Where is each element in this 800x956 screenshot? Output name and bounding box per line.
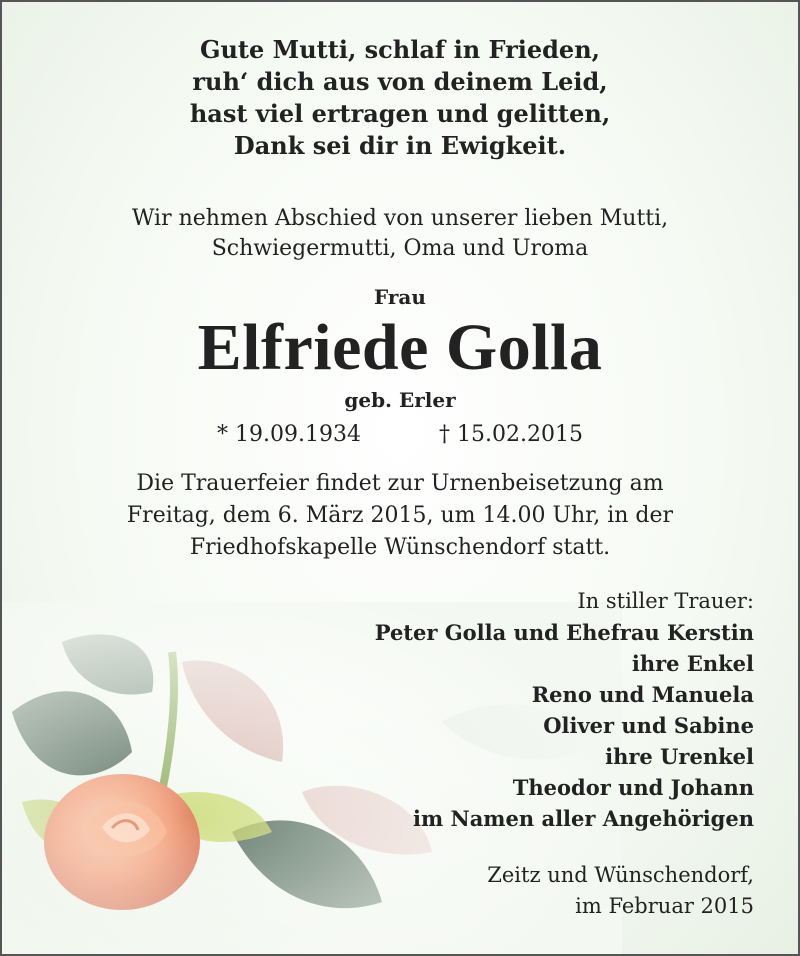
closing-line: Zeitz und Wünschendorf, [487,863,754,887]
verse-line: Gute Mutti, schlaf in Frieden, [199,35,601,64]
mourner-line: Peter Golla und Ehefrau Kerstin [374,620,754,645]
memorial-verse [2,34,798,162]
service-line: Die Trauerfeier findet zur Urnenbeisetzung am [136,471,664,496]
maiden-name: geb. Erler [344,388,456,412]
verse-line: Dank sei dir in Ewigkeit. [233,131,567,160]
mourner-line: ihre Enkel [631,651,754,676]
mourner-line: Oliver und Sabine [543,713,754,738]
death-date: † 15.02.2015 [439,422,583,447]
mourners-heading: In stiller Trauer: [577,589,754,613]
mourner-line: Theodor und Johann [512,775,754,800]
mourners-list [375,586,754,834]
birth-date: * 19.09.1934 [217,422,361,447]
service-line: Friedhofskapelle Wünschendorf statt. [189,535,611,560]
verse-line: ruh‘ dich aus von deinem Leid, [192,67,608,96]
farewell-intro [2,204,798,264]
closing-line: im Februar 2015 [575,894,754,918]
funeral-service-info [2,468,798,564]
deceased-name: Elfriede Golla [197,311,603,384]
mourner-line: ihre Urenkel [605,744,754,769]
title-label: Frau [374,285,426,309]
mourner-line: im Namen aller Angehörigen [412,806,754,831]
verse-line: hast viel ertragen und gelitten, [189,99,611,128]
mourner-line: Reno und Manuela [531,682,754,707]
life-dates [2,422,798,447]
place-and-date [487,860,754,922]
intro-line: Schwiegermutti, Oma und Uroma [211,236,589,261]
service-line: Freitag, dem 6. März 2015, um 14.00 Uhr, in der [126,503,674,528]
intro-line: Wir nehmen Abschied von unserer lieben Mutti, [131,206,669,231]
